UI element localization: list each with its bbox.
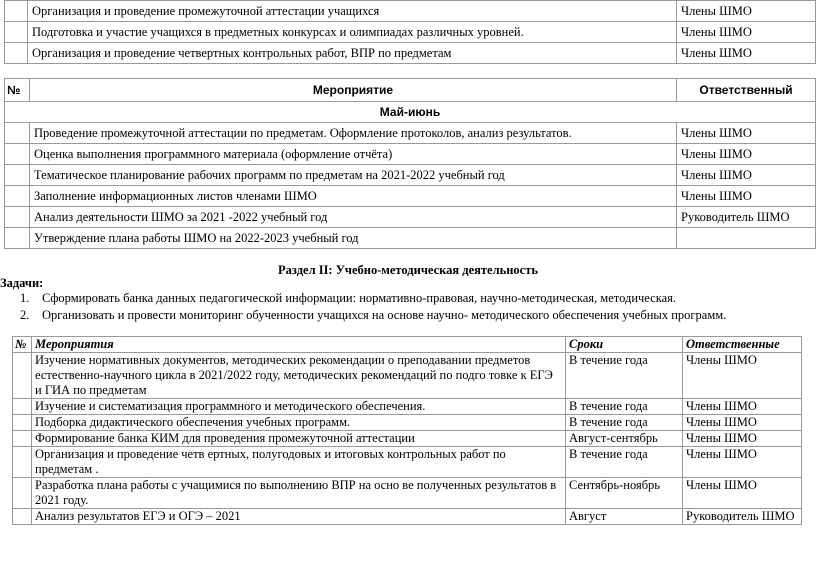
tasks-label: Задачи:	[0, 276, 44, 290]
table-row	[5, 207, 816, 228]
table-row	[5, 43, 816, 64]
responsible-cell: Члены ШМО	[677, 123, 816, 144]
responsible-cell: Члены ШМО	[677, 1, 816, 22]
header-number: №	[13, 337, 32, 353]
responsible-cell: Члены ШМО	[677, 43, 816, 64]
table-row	[5, 123, 816, 144]
table-row	[5, 1, 816, 22]
table-row	[13, 478, 802, 509]
table-row	[5, 186, 816, 207]
methodical-activities-table	[12, 336, 802, 525]
term-cell: Сентябрь-ноябрь	[566, 478, 683, 509]
row-number	[5, 1, 28, 22]
event-cell: Организация и проведение четвертных контрольных работ, ВПР по предметам	[28, 43, 677, 64]
responsible-cell: Члены ШМО	[683, 353, 802, 399]
row-number	[5, 228, 30, 249]
list-item	[20, 291, 726, 306]
table-header-row	[13, 337, 802, 353]
period-label: Май-июнь	[5, 102, 816, 123]
event-cell: Анализ результатов ЕГЭ и ОГЭ – 2021	[32, 509, 566, 525]
table-row	[5, 144, 816, 165]
period-row	[5, 102, 816, 123]
event-cell: Подборка дидактического обеспечения учебных программ.	[32, 415, 566, 431]
term-cell: В течение года	[566, 353, 683, 399]
row-number	[13, 415, 32, 431]
responsible-cell: Руководитель ШМО	[683, 509, 802, 525]
event-cell: Утверждение плана работы ШМО на 2022-2023 учебный год	[30, 228, 677, 249]
header-responsible: Ответственный	[677, 79, 816, 102]
table-row	[13, 353, 802, 399]
header-number: №	[5, 79, 30, 102]
row-number	[5, 123, 30, 144]
row-number	[13, 353, 32, 399]
responsible-cell	[677, 228, 816, 249]
event-cell: Оценка выполнения программного материала (оформление отчёта)	[30, 144, 677, 165]
table-row	[13, 415, 802, 431]
row-number	[5, 22, 28, 43]
responsible-cell: Члены ШМО	[677, 165, 816, 186]
responsible-cell: Члены ШМО	[677, 22, 816, 43]
event-cell: Заполнение информационных листов членами ШМО	[30, 186, 677, 207]
event-cell: Проведение промежуточной аттестации по предметам. Оформление протоколов, анализ результатов.	[30, 123, 677, 144]
table-row	[5, 22, 816, 43]
event-cell: Изучение и систематизация программного и методического обеспечения.	[32, 399, 566, 415]
event-cell: Анализ деятельности ШМО за 2021 -2022 учебный год	[30, 207, 677, 228]
table-header-row	[5, 79, 816, 102]
event-cell: Организация и проведение промежуточной аттестации учащихся	[28, 1, 677, 22]
responsible-cell: Члены ШМО	[683, 415, 802, 431]
task-number: 1.	[20, 291, 30, 305]
event-cell: Разработка плана работы с учащимися по выполнению ВПР на осно ве полученных результатов в 2021 году.	[32, 478, 566, 509]
row-number	[13, 431, 32, 447]
event-cell: Изучение нормативных документов, методических рекомендации о преподавании предметов естественно-научного цикла в 2021/2022 году, методических рекомендаций по подго товке к ЕГЭ и ГИА по предметам	[32, 353, 566, 399]
row-number	[5, 186, 30, 207]
row-number	[5, 43, 28, 64]
task-text: Организовать и провести мониторинг обученности учащихся на основе научно- методического обеспечения учебных программ.	[42, 308, 727, 322]
row-number	[5, 165, 30, 186]
event-cell: Организация и проведение четв ертных, полугодовых и итоговых контрольных работ по предметам .	[32, 447, 566, 478]
table-row	[5, 228, 816, 249]
row-number	[13, 447, 32, 478]
responsible-cell: Члены ШМО	[677, 186, 816, 207]
row-number	[5, 144, 30, 165]
term-cell: В течение года	[566, 415, 683, 431]
responsible-cell: Члены ШМО	[683, 478, 802, 509]
table-row	[13, 399, 802, 415]
term-cell: Август	[566, 509, 683, 525]
event-cell: Подготовка и участие учащихся в предметных конкурсах и олимпиадах различных уровней.	[28, 22, 677, 43]
responsible-cell: Члены ШМО	[683, 431, 802, 447]
row-number	[13, 399, 32, 415]
responsible-cell: Члены ШМО	[683, 447, 802, 478]
row-number	[13, 509, 32, 525]
event-cell: Тематическое планирование рабочих программ по предметам на 2021-2022 учебный год	[30, 165, 677, 186]
list-item	[20, 308, 726, 323]
responsible-cell: Члены ШМО	[683, 399, 802, 415]
row-number	[13, 478, 32, 509]
term-cell: Август-сентябрь	[566, 431, 683, 447]
event-cell: Формирование банка КИМ для проведения промежуточной аттестации	[32, 431, 566, 447]
table-row	[13, 431, 802, 447]
responsible-cell: Руководитель ШМО	[677, 207, 816, 228]
task-text: Сформировать банка данных педагогической информации: нормативно-правовая, научно-методическая, методическая.	[42, 291, 677, 305]
responsible-cell: Члены ШМО	[677, 144, 816, 165]
header-responsible: Ответственные	[683, 337, 802, 353]
table-row	[13, 447, 802, 478]
section-title: Раздел II: Учебно-методическая деятельность	[278, 263, 538, 277]
events-table-top	[4, 0, 816, 64]
row-number	[5, 207, 30, 228]
tasks-list	[20, 291, 726, 325]
task-number: 2.	[20, 308, 30, 322]
header-event: Мероприятие	[30, 79, 677, 102]
header-term: Сроки	[566, 337, 683, 353]
term-cell: В течение года	[566, 447, 683, 478]
table-row	[13, 509, 802, 525]
term-cell: В течение года	[566, 399, 683, 415]
header-event: Мероприятия	[32, 337, 566, 353]
table-row	[5, 165, 816, 186]
events-table-may-june	[4, 78, 816, 249]
